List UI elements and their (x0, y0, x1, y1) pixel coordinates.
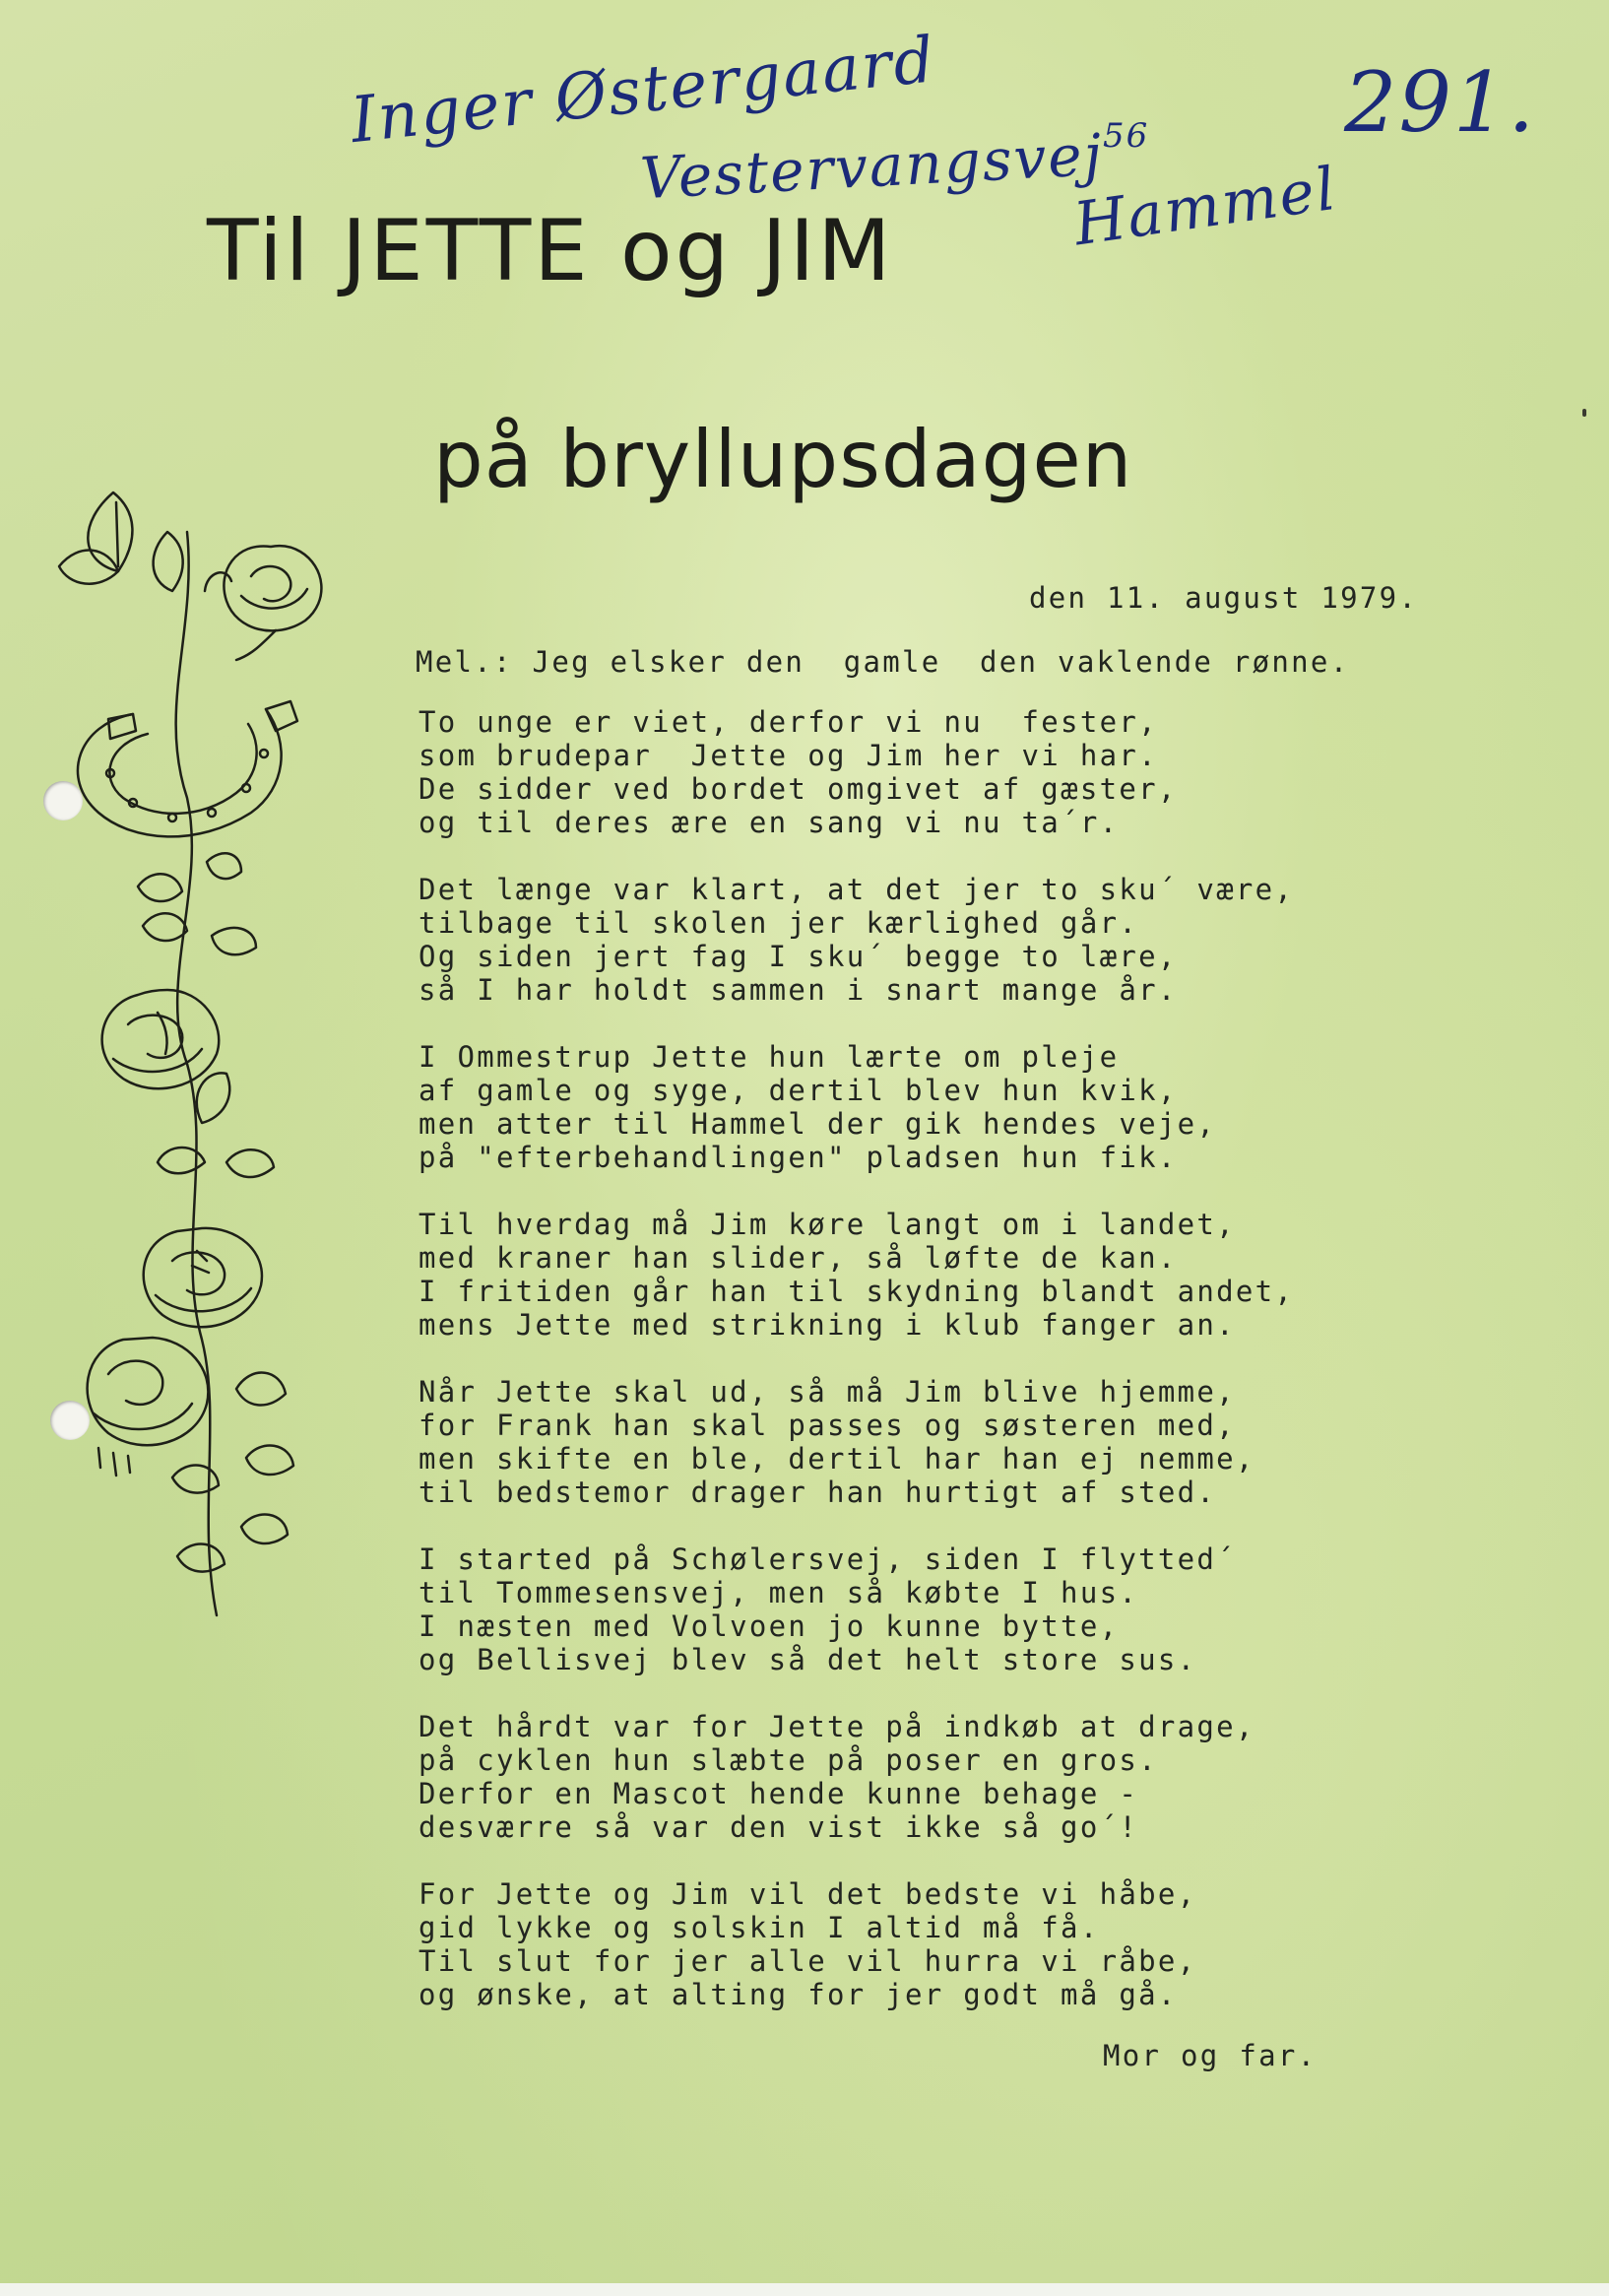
handwritten-name: Inger Østergaard (347, 24, 939, 158)
handwritten-street: Vestervangsvej (638, 120, 1106, 213)
poem-line: De sidder ved bordet omgivet af gæster, (418, 772, 1178, 806)
poem-line: med kraner han slider, så løfte de kan. (418, 1241, 1178, 1275)
poem-line: Når Jette skal ud, så må Jim blive hjemme, (418, 1375, 1236, 1409)
scan-edge (0, 2283, 1609, 2296)
punch-hole (43, 781, 83, 820)
poem-line: for Frank han skal passes og søsteren med, (418, 1409, 1236, 1442)
poem-line: på "efterbehandlingen" pladsen hun fik. (418, 1141, 1178, 1174)
stanza (418, 1877, 1433, 2011)
stanza (418, 1710, 1433, 1844)
poem-line: To unge er viet, derfor vi nu fester, (418, 705, 1158, 739)
poem-line: men atter til Hammel der gik hendes veje, (418, 1107, 1217, 1141)
poem-line: gid lykke og solskin I altid må få. (418, 1911, 1100, 1944)
stanza (418, 1040, 1433, 1174)
poem-line: I fritiden går han til skydning blandt andet, (418, 1275, 1295, 1308)
poem-line: Og siden jert fag I sku´ begge to lære, (418, 940, 1178, 973)
poem-line: Til slut for jer alle vil hurra vi råbe, (418, 1944, 1197, 1978)
poem-line: Til hverdag må Jim køre langt om i landet, (418, 1208, 1236, 1241)
edge-mark (1582, 409, 1586, 417)
poem-line: For Jette og Jim vil det bedste vi håbe, (418, 1877, 1197, 1911)
poem-line: og til deres ære en sang vi nu ta´r. (418, 806, 1120, 839)
poem-line: som brudepar Jette og Jim her vi har. (418, 739, 1158, 772)
poem-line: desværre så var den vist ikke så go´! (418, 1810, 1139, 1844)
stanza (418, 1542, 1433, 1676)
poem-line: mens Jette med strikning i klub fanger an. (418, 1308, 1236, 1342)
poem-line: men skifte en ble, dertil har han ej nemme, (418, 1442, 1255, 1476)
signature: Mor og far. (1103, 2039, 1318, 2072)
poem-line: og Bellisvej blev så det helt store sus. (418, 1643, 1197, 1676)
poem (418, 705, 1433, 2045)
poem-line: til bedstemor drager han hurtigt af sted. (418, 1476, 1217, 1509)
melody-line: Mel.: Jeg elsker den gamle den vaklende rønne. (416, 645, 1350, 679)
poem-line: I started på Schølersvej, siden I flytted´ (418, 1542, 1236, 1576)
stanza (418, 705, 1433, 839)
poem-line: Det hårdt var for Jette på indkøb at drage, (418, 1710, 1255, 1743)
title-line-1: Til JETTE og JIM (207, 202, 894, 300)
handwritten-town: Hammel (1069, 154, 1342, 260)
poem-line: Det længe var klart, at det jer to sku´ være, (418, 873, 1295, 906)
handwritten-house-number: 56 (1103, 116, 1150, 156)
rose-horseshoe-illustration (39, 473, 394, 1635)
poem-line: og ønske, at alting for jer godt må gå. (418, 1978, 1178, 2011)
stanza (418, 873, 1433, 1007)
poem-line: til Tommesensvej, men så købte I hus. (418, 1576, 1139, 1609)
poem-line: I Ommestrup Jette hun lærte om pleje (418, 1040, 1120, 1074)
poem-line: Derfor en Mascot hende kunne behage - (418, 1777, 1139, 1810)
poem-line: af gamle og syge, dertil blev hun kvik, (418, 1074, 1178, 1107)
poem-line: så I har holdt sammen i snart mange år. (418, 973, 1178, 1007)
date-line: den 11. august 1979. (1029, 581, 1419, 615)
title-line-2: på bryllupsdagen (433, 414, 1133, 505)
poem-line: I næsten med Volvoen jo kunne bytte, (418, 1609, 1120, 1643)
handwritten-archive-number: 291. (1344, 54, 1537, 151)
poem-line: tilbage til skolen jer kærlighed går. (418, 906, 1139, 940)
stanza (418, 1208, 1433, 1342)
stanza (418, 1375, 1433, 1509)
poem-line: på cyklen hun slæbte på poser en gros. (418, 1743, 1158, 1777)
punch-hole (50, 1401, 90, 1440)
